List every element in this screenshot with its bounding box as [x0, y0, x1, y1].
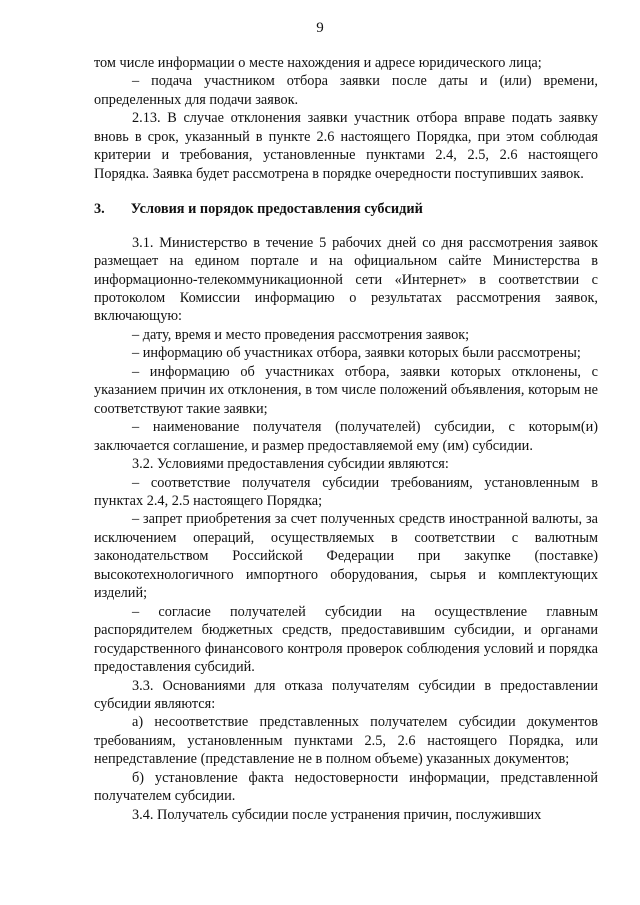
paragraph: 3.1. Министерство в течение 5 рабочих дней со дня рассмотрения заявок размещает на едином портале и на официальном сайте Министерства в информационно-телекоммуникационной сети «Интернет» в соответствии с протоколом Комиссии информацию о результатах рассмотрения заявок, включающую:	[94, 234, 598, 325]
list-item: – информацию об участниках отбора, заявки которых были рассмотрены;	[132, 345, 581, 362]
paragraph: 3.4. Получатель субсидии после устранения причин, послуживших	[132, 806, 542, 823]
page-number: 9	[316, 20, 324, 36]
list-item: – запрет приобретения за счет полученных средств иностранной валюты, за исключением операций, осуществляемых в соответствии с валютным законодательством Российской Федерации при закупке (поставке) высокотехнологичного импортного оборудования, сырья и комплектующих изделий;	[94, 511, 598, 602]
paragraph: 2.13. В случае отклонения заявки участник отбора вправе подать заявку вновь в срок, указанный в пункте 2.6 настоящего Порядка, при этом соблюдая критерии и требования, установленные пунктами 2.4, 2.5, 2.6 настоящего Порядка. Заявка будет рассмотрена в порядке очередности поступивших заявок.	[94, 110, 598, 182]
paragraph: 3.3. Основаниями для отказа получателям субсидии в предоставлении субсидии являются:	[94, 677, 598, 712]
paragraph: том числе информации о месте нахождения и адресе юридического лица;	[94, 55, 542, 71]
section-heading-title: Условия и порядок предоставления субсидий	[130, 201, 423, 218]
list-item: б) установление факта недостоверности информации, представленной получателем субсидии.	[94, 769, 598, 805]
list-item: – дату, время и место проведения рассмотрения заявок;	[132, 326, 470, 343]
paragraph: 3.2. Условиями предоставления субсидии являются:	[132, 456, 449, 473]
list-item: – согласие получателей субсидии на осуществление главным распорядителем бюджетных средств, предоставившим субсидии, и органами государственного финансового контроля проверок соблюдения условий и порядка предоставления субсидий.	[94, 603, 598, 676]
list-item: – наименование получателя (получателей) субсидии, с которым(и) заключается соглашение, и размер предоставляемой ему (им) субсидии.	[94, 419, 598, 454]
section-heading-number: 3.	[94, 201, 105, 218]
list-item: – информацию об участниках отбора, заявки которых отклонены, с указанием причин их отклонения, в том числе положений объявления, которым не соответствуют такие заявки;	[94, 363, 598, 417]
paragraph: – подача участником отбора заявки после даты и (или) времени, определенных для подачи заявок.	[94, 73, 598, 108]
list-item: а) несоответствие представленных получателем субсидии документов требованиям, установленным пунктами 2.5, 2.6 настоящего Порядка, или непредставление (представление не в полном объеме) указанных документов;	[94, 714, 598, 768]
section-heading	[94, 200, 598, 218]
list-item: – соответствие получателя субсидии требованиям, установленным в пунктах 2.4, 2.5 настоящего Порядка;	[94, 474, 598, 509]
document-body	[94, 54, 598, 824]
